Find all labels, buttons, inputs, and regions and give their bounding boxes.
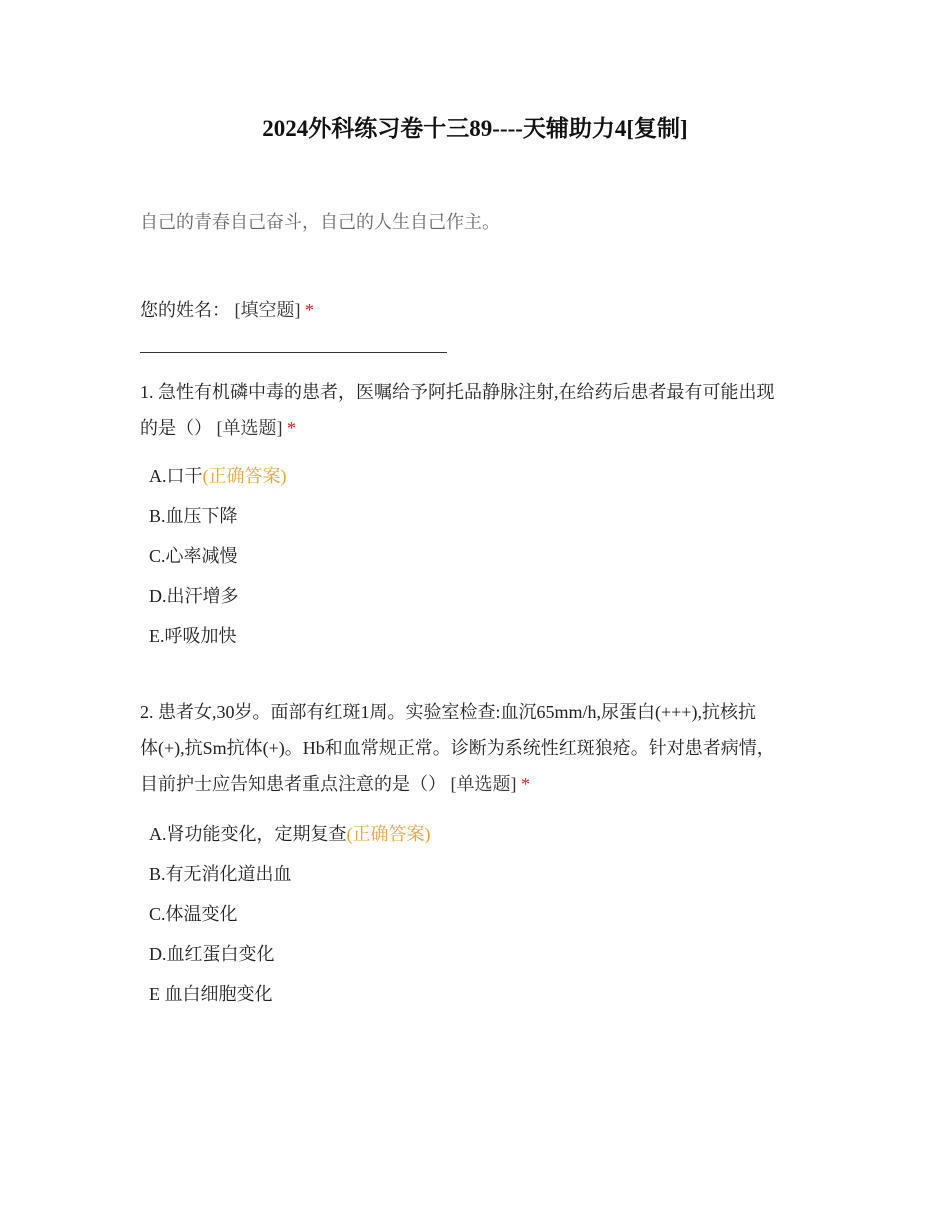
question-2-line-2: 体(+),抗Sm抗体(+)。Hb和血常规正常。诊断为系统性红斑狼疮。针对患者病情， <box>140 738 775 758</box>
required-mark: * <box>305 300 314 320</box>
question-1-option-a[interactable]: A.口干(正确答案) <box>149 466 287 486</box>
question-1-option-d[interactable]: D.出汗增多 <box>149 586 239 606</box>
question-2-line-3: 目前护士应告知患者重点注意的是（） [单选题] * <box>140 774 530 794</box>
question-1-text <box>140 374 810 446</box>
required-mark: * <box>521 774 530 794</box>
question-2-option-b[interactable]: B.有无消化道出血 <box>149 864 292 884</box>
question-type-tag: [单选题] <box>216 418 283 438</box>
page-subtitle: 自己的青春自己奋斗，自己的人生自己作主。 <box>140 212 500 232</box>
required-mark: * <box>287 418 296 438</box>
question-2-text <box>140 694 810 802</box>
question-type-tag: [填空题] <box>234 300 301 320</box>
question-1-line-1: 1. 急性有机磷中毒的患者，医嘱给予阿托品静脉注射,在给药后患者最有可能出现 <box>140 382 775 402</box>
page-title: 2024外科练习卷十三89----天辅助力4[复制] <box>262 116 688 141</box>
name-input-line[interactable] <box>140 352 447 353</box>
question-1-option-e[interactable]: E.呼吸加快 <box>149 626 237 646</box>
question-2-option-e[interactable]: E 血白细胞变化 <box>149 984 273 1004</box>
question-2-option-c[interactable]: C.体温变化 <box>149 904 238 924</box>
question-1-option-c[interactable]: C.心率减慢 <box>149 546 238 566</box>
name-question <box>140 292 810 328</box>
question-1-line-2: 的是（） [单选题] * <box>140 418 296 438</box>
question-type-tag: [单选题] <box>450 774 517 794</box>
question-2-option-d[interactable]: D.血红蛋白变化 <box>149 944 275 964</box>
question-1-option-b[interactable]: B.血压下降 <box>149 506 238 526</box>
correct-answer-tag: (正确答案) <box>202 466 287 486</box>
correct-answer-tag: (正确答案) <box>346 824 431 844</box>
question-2-line-1: 2. 患者女,30岁。面部有红斑1周。实验室检查:血沉65mm/h,尿蛋白(+++),抗核抗 <box>140 702 756 722</box>
question-2-option-a[interactable]: A.肾功能变化，定期复查(正确答案) <box>149 824 431 844</box>
name-question-label: 您的姓名： <box>140 300 230 320</box>
